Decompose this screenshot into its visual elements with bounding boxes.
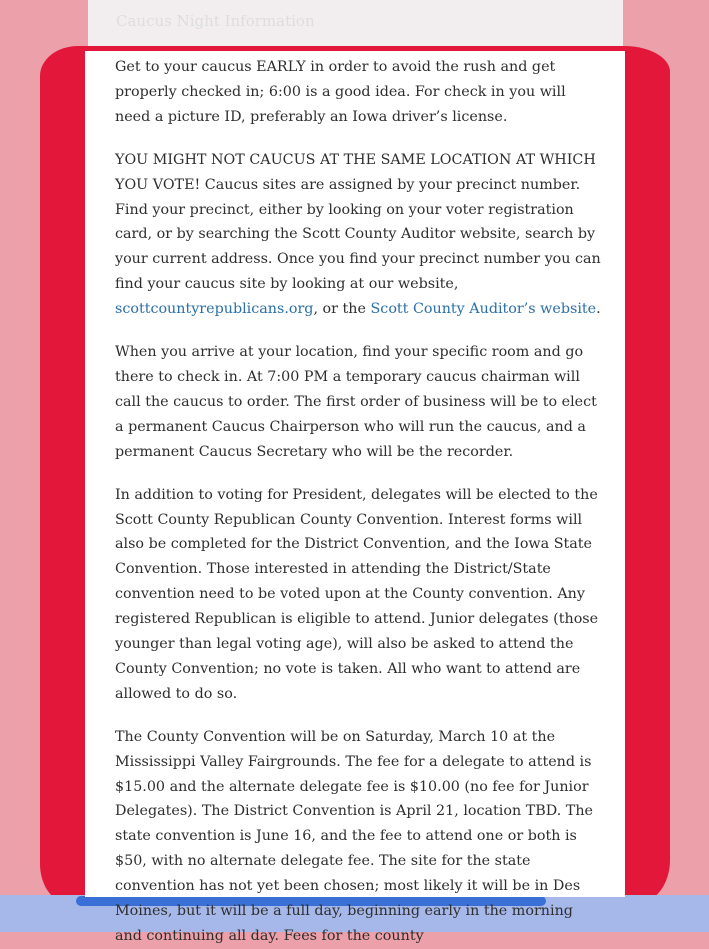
- paragraph-connector-text: , or the: [313, 301, 371, 318]
- scott-county-republicans-link[interactable]: scottcountyrepublicans.org: [115, 301, 314, 318]
- paragraph-end-period: .: [596, 301, 601, 318]
- paragraph-caucus-location: [115, 148, 603, 322]
- article-content: [85, 51, 625, 944]
- paragraph-caucus-location-text: YOU MIGHT NOT CAUCUS AT THE SAME LOCATION AT WHICH YOU VOTE! Caucus sites are assigned by your precinct number. Find your precinct, either by looking on your voter registration card, or by searching the Scott County Auditor website, search by your current address. Once you find your precinct number you can find your caucus site by looking at our website,: [115, 151, 601, 293]
- paragraph-delegates: In addition to voting for President, delegates will be elected to the Scott County Republican County Convention. Interest forms will also be completed for the District Convention, and the Iowa State Convention. Those interested in attending the District/State convention need to be voted upon at the County convention. Any registered Republican is eligible to attend. Junior delegates (those younger than legal voting age), will also be asked to attend the County Convention; no vote is taken. All who want to attend are allowed to do so.: [115, 486, 599, 702]
- paragraph-conventions: The County Convention will be on Saturday, March 10 at the Mississippi Valley Fairgrounds. The fee for a delegate to attend is $15.00 and the alternate delegate fee is $10.00 (no fee for Junior Delegates). The District Convention is April 21, location TBD. The state convention is June 16, and the fee to attend one or both is $50, with no alternate delegate fee. The site for the state convention has not yet been chosen; most likely it will be in Des Moines, but it will be a full day, beginning early in the morning and continuing all day. Fees for the county: [115, 728, 594, 944]
- county-auditor-website-link[interactable]: Scott County Auditor’s website: [370, 301, 597, 318]
- faded-header-title: Caucus Night Information: [116, 12, 315, 30]
- paragraph-check-in: When you arrive at your location, find your specific room and go there to check in. At 7:00 PM a temporary caucus chairman will call the caucus to order. The first order of business will be to elect a permanent Caucus Chairperson who will run the caucus, and a permanent Caucus Secretary who will be the recorder.: [115, 344, 597, 460]
- paragraph-arrive-early: Get to your caucus EARLY in order to avoid the rush and get properly checked in; 6:00 is a good idea. For check in you will need a picture ID, preferably an Iowa driver’s license.: [115, 59, 566, 125]
